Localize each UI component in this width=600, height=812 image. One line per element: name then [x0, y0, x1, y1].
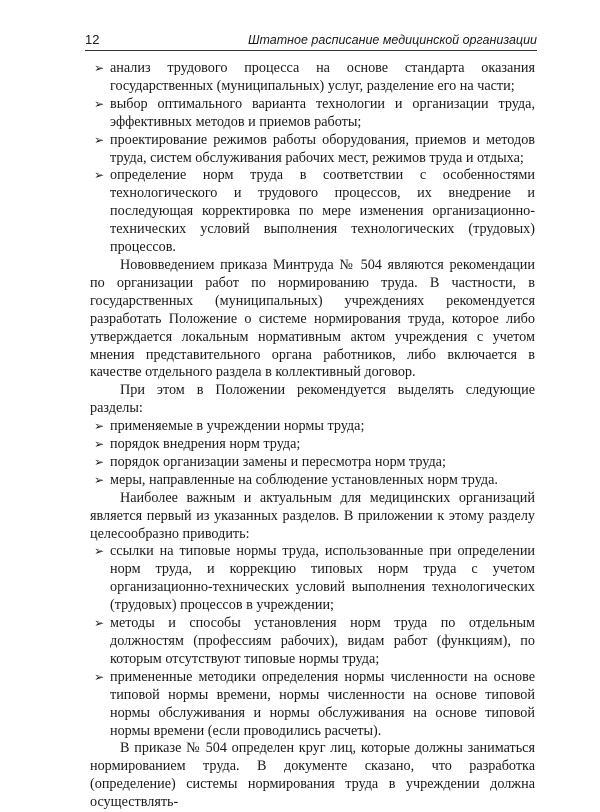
chevron-right-icon: ➢ [94, 419, 105, 434]
paragraph: При этом в Положении рекомендуется выделять следующие разделы: [90, 382, 535, 417]
list-item: ➢ порядок организации замены и пересмотра норм труда; [94, 453, 446, 470]
list-item: ➢ определение норм труда в соответствии с особенностями технологического и трудового процессов, их внедрение и последующая корректировка по мере изменения организационно-технических условий выполнения технологических (трудовых) процессов. [94, 167, 535, 256]
chevron-right-icon: ➢ [94, 61, 105, 75]
list-item: ➢ ссылки на типовые нормы труда, использованные при определении норм труда, и коррекцию типовых норм труда с учетом организационно-технических условий выполнения технологических (трудовых) процессов в учреждении; [94, 543, 535, 614]
list-item: ➢ методы и способы установления норм труда по отдельным должностям (профессиям рабочих), видам работ (функциям), по которым отсутствуют типовые нормы труда; [94, 615, 535, 667]
chevron-right-icon: ➢ [94, 132, 105, 147]
paragraph: В приказе № 504 определен круг лиц, которые должны заниматься нормированием труда. В документе сказано, что разработка (определение) системы нормирования труда в учреждении должна осуществлять- [90, 740, 535, 811]
chevron-right-icon: ➢ [94, 616, 105, 631]
list-item: ➢ применяемые в учреждении нормы труда; [94, 418, 365, 435]
chevron-right-icon: ➢ [94, 669, 105, 684]
chevron-right-icon: ➢ [94, 472, 105, 487]
chevron-right-icon: ➢ [94, 168, 105, 183]
bullet-list-standards [90, 60, 535, 257]
chevron-right-icon: ➢ [94, 544, 105, 559]
list-item: ➢ примененные методики определения нормы численности на основе типовой нормы времени, нормы численности на основе типовой нормы обслуживания и нормы обслуживания на основе типовой нормы времени (если проводились расчеты). [94, 668, 535, 739]
bullet-list-sections [90, 418, 535, 490]
running-title: Штатное расписание медицинской организации [248, 33, 537, 47]
list-item: ➢ проектирование режимов работы оборудования, приемов и методов труда, систем обслуживания рабочих мест, режимов труда и отдыха; [94, 131, 535, 166]
list-item: ➢ порядок внедрения норм труда; [94, 436, 301, 453]
list-item: ➢ меры, направленные на соблюдение установленных норм труда. [94, 471, 498, 488]
chevron-right-icon: ➢ [94, 454, 105, 469]
list-item: ➢ анализ трудового процесса на основе стандарта оказания государственных (муниципальных) услуг, разделение его на части; [94, 60, 535, 94]
chevron-right-icon: ➢ [94, 96, 105, 111]
chevron-right-icon: ➢ [94, 437, 105, 452]
bullet-list-appendix [90, 543, 535, 740]
page-header [85, 28, 537, 51]
paragraph: Нововведением приказа Минтруда № 504 являются рекомендации по организации работ по нормированию труда. В частности, в государственных (муниципальных) учреждениях рекомендуется разработать Положение о системе нормирования труда, которое либо утверждается локальным нормативным актом учреждения с учетом мнения представительного органа работников, либо включается в качестве отдельного раздела в коллективный договор. [90, 256, 535, 381]
paragraph: Наиболее важным и актуальным для медицинских организаций является первый из указанных разделов. В приложении к этому разделу целесообразно приводить: [90, 489, 535, 542]
page-body [90, 60, 535, 812]
page-number: 12 [85, 32, 100, 47]
list-item: ➢ выбор оптимального варианта технологии и организации труда, эффективных методов и приемов работы; [94, 95, 535, 130]
